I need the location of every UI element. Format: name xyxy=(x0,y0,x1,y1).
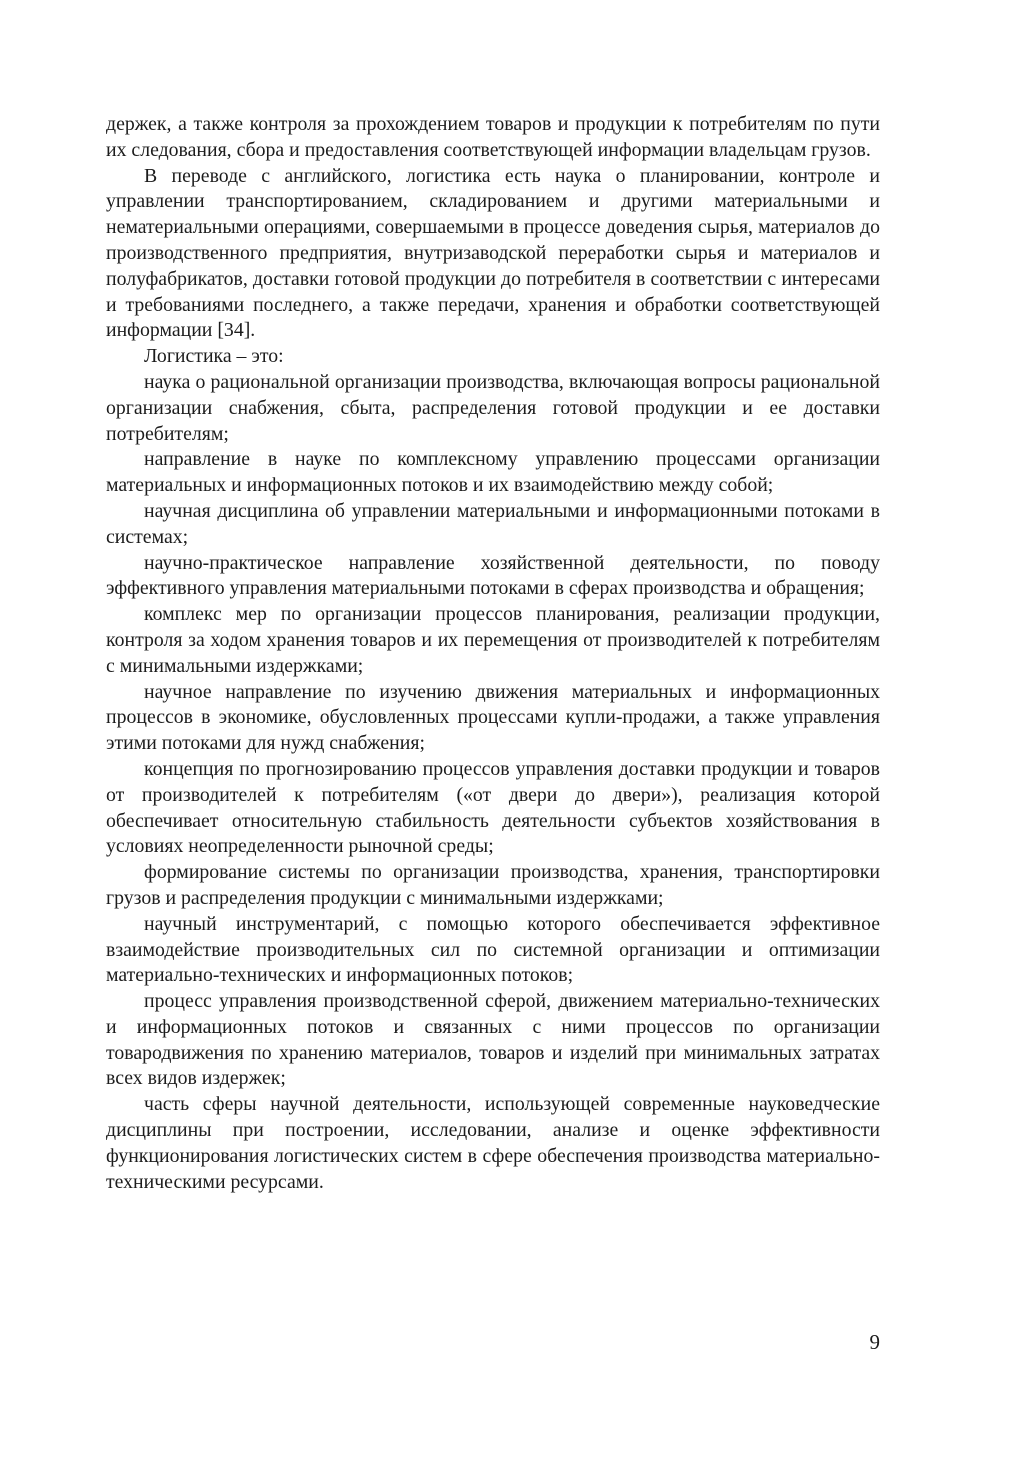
paragraph-3: Логистика – это: xyxy=(144,345,284,368)
definition-item-4: научно-практическое направление хозяйственной деятельности, по поводу эффективного управления материальными потоками в сферах производства и обращения; xyxy=(106,551,880,600)
body-text xyxy=(106,112,880,1195)
definition-item-7: концепция по прогнозированию процессов управления доставки продукции и товаров от производителей к потребителям («от двери до двери»), реализация которой обеспечивает относительную стабильность деятельности субъектов хозяйствования в условиях неопределенности рыночной среды; xyxy=(106,757,880,858)
definition-item-10: процесс управления производственной сферой, движением материально-технических и информационных потоков и связанных с ними процессов по организации товародвижения по хранению материалов, товаров и изделий при минимальных затратах всех видов издержек; xyxy=(106,990,880,1090)
definition-item-8: формирование системы по организации производства, хранения, транспортировки грузов и распределения продукции с минимальными издержками; xyxy=(106,861,880,909)
paragraph-2: В переводе с английского, логистика есть наука о планировании, контроле и управлении транспортированием, складированием и другими материальными и нематериальными операциями, совершаемыми в процессе доведения сырья, материалов до производственного предприятия, внутризаводской переработки сырья и материалов и полуфабрикатов, доставки готовой продукции до потребителя в соответствии с интересами и требованиями последнего, а также передачи, хранения и обработки соответствующей информации [34]. xyxy=(106,164,880,342)
definition-item-2: направление в науке по комплексному управлению процессами организации материальных и информационных потоков и их взаимодействию между собой; xyxy=(106,448,880,497)
definition-item-6: научное направление по изучению движения материальных и информационных процессов в экономике, обусловленных процессами купли-продажи, а также управления этими потоками для нужд снабжения; xyxy=(106,680,880,755)
definition-item-9: научный инструментарий, с помощью которого обеспечивается эффективное взаимодействие производительных сил по системной организации и оптимизации материально-технических и информационных потоков; xyxy=(106,912,880,987)
page-number: 9 xyxy=(869,1330,880,1354)
definition-item-5: комплекс мер по организации процессов планирования, реализации продукции, контроля за ходом хранения товаров и их перемещения от производителей к потребителям с минимальными издержками; xyxy=(106,603,880,677)
definition-item-1: наука о рациональной организации производства, включающая вопросы рациональной организации снабжения, сбыта, распределения готовой продукции и ее доставки потребителям; xyxy=(106,370,880,445)
definition-item-3: научная дисциплина об управлении материальными и информационными потоками в системах; xyxy=(106,499,880,548)
paragraph-1: держек, а также контроля за прохождением товаров и продукции к потребителям по пути их следования, сбора и предоставления соответствующей информации владельцам грузов. xyxy=(106,113,880,161)
definition-item-11: часть сферы научной деятельности, использующей современные науковедческие дисциплины при построении, исследовании, анализе и оценке эффективности функционирования логистических систем в сфере обеспечения производства материально-техническими ресурсами. xyxy=(106,1093,880,1193)
